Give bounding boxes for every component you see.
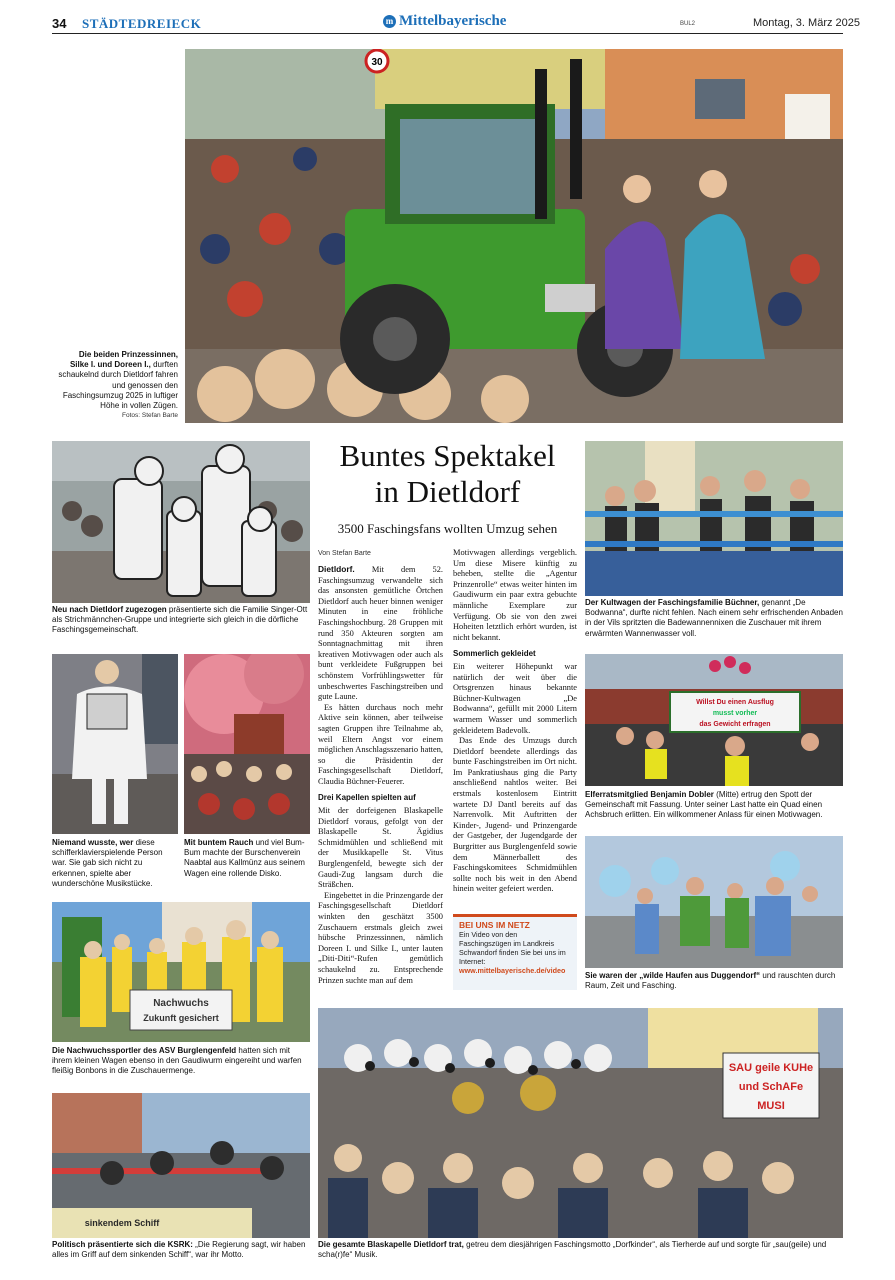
photo-quad-wagon xyxy=(585,654,843,786)
photo-accordion-player xyxy=(52,654,178,834)
photo-brass-band xyxy=(318,1008,843,1238)
photo-asv-kids xyxy=(52,902,310,1042)
caption-band-bold: Die gesamte Blaskapelle Dietldorf trat, xyxy=(318,1240,464,1249)
caption-asv xyxy=(52,1046,310,1077)
article-byline: Von Stefan Barte xyxy=(318,550,371,557)
online-box-title: BEI UNS IM NETZ xyxy=(459,920,530,930)
quad-banner-line1: Willst Du einen Ausflug xyxy=(696,699,774,706)
asv-banner-line1: Nachwuchs xyxy=(153,998,209,1009)
photo-princesses-tractor xyxy=(185,49,843,423)
caption-princesses-bold: Die beiden Prinzessinnen, Silke I. und Doreen I., xyxy=(69,350,178,370)
paragraph-1 xyxy=(318,564,443,703)
caption-quad xyxy=(585,790,843,821)
subheading-2: Sommerlich gekleidet xyxy=(453,649,536,659)
caption-asv-bold: Die Nachwuchssportler des ASV Burglengenfeld xyxy=(52,1046,237,1055)
ksrk-sign: sinkendem Schiff xyxy=(84,1218,160,1228)
paragraph-6: Ein weiterer Höhepunkt war natürlich der weit über die Ortsgrenzen hinaus bekannte Büchner-Kultwagen „De Bodwanna“, gefüllt mit 2000 Litern warmem Wasser und sommerlich gekleidetem Badevolk. xyxy=(453,661,577,735)
paragraph-3: Mit der dorfeigenen Blaskapelle Dietldorf voraus, gefolgt von der Blaskapelle St. Ägidius Schmidmühlen und schließend mit der Musikkapelle St. Vitus Burglengenfeld, bewegte sich der Gaudi-Zug langsam durch die Sträßchen. xyxy=(318,806,443,890)
article-headline xyxy=(316,438,579,510)
caption-princesses xyxy=(58,350,178,421)
band-sign-line2: und SchAFe xyxy=(738,1081,804,1093)
caption-accordion-text: diese schifferklavierspielende Person war. Sie gab sich nicht zu erkennen, spielte aber wunderschöne Musikstücke. xyxy=(52,838,163,888)
caption-family-text: präsentierte sich die Familie Singer-Ott als Strichmännchen-Gruppe und integrierte sich gleich in die dörfliche Faschingsgemeinschaft. xyxy=(52,605,308,635)
edition-code: BUL2 xyxy=(680,21,696,27)
caption-family-bold: Neu nach Dietldorf zugezogen xyxy=(52,605,167,614)
brand-logo-icon: m xyxy=(383,15,396,28)
brand xyxy=(383,13,506,30)
headline-line-2: in Dietldorf xyxy=(374,474,521,509)
caption-band xyxy=(318,1240,843,1260)
paragraph-5: Motivwagen allerdings vergeblich. Um diese Misere künftig zu beheben, stellte die „Agentur Prinzenrolle“ etwas weiter hinten im Gaudiwurm ein paar extra gebuchte männliche Exemplare zur Verfügung. Ob sie von den zwei Hoheiten letztlich erhört wurden, ist nicht bekannt. xyxy=(453,548,577,642)
caption-ksrk-bold: Politisch präsentierte sich die KSRK: xyxy=(52,1240,193,1249)
caption-asv-text: hatten sich mit ihrem kleinen Wagen ebenso in den Gaudiwurm eingereiht und warfen fleißig Bonbons in die Zuschauermenge. xyxy=(52,1046,302,1076)
online-box xyxy=(453,914,577,990)
caption-quad-bold: Elferratsmitglied Benjamin Dobler xyxy=(585,790,714,799)
article-subheadline: 3500 Faschingsfans wollten Umzug sehen xyxy=(337,521,558,536)
caption-duggendorf-text: und rauschten durch Raum, Zeit und Fasching. xyxy=(585,971,836,991)
paragraph-7: Das Ende des Umzugs durch Dietldorf beendete allerdings das bunte Faschingstreiben im Ort nicht. Im Pankratiushaus ging die Party anschließend nahtlos weiter. Bei erstmals kostenlosem Eintritt wartete DJ Dantl bereits auf das Narrenvolk. Mit Auftritten der Kinder-, Jugend- und Prinzengarde der Gastgeber, der Jugendgarde der Burgritter aus Burglengenfeld sowie dem Männerballett des Faschingskomitees Schmidmühlen sollte noch bis weit in den Abend hinein weiter gefeiert werden. xyxy=(453,736,577,894)
page-number: 34 xyxy=(52,16,67,31)
headline-line-1: Buntes Spektakel xyxy=(339,438,556,473)
article-column-2 xyxy=(453,548,577,895)
band-sign-line3: MUSI xyxy=(757,1100,785,1112)
caption-smoke xyxy=(184,838,310,879)
caption-smoke-bold: Mit buntem Rauch xyxy=(184,838,254,847)
photo-family-stickmen xyxy=(52,441,310,603)
caption-ksrk xyxy=(52,1240,310,1260)
photo-smoke-wagon xyxy=(184,654,310,834)
asv-banner-line2: Zukunft gesichert xyxy=(143,1013,219,1023)
photo-bathtub-wagon xyxy=(585,441,843,596)
quad-banner-line3: das Gewicht erfragen xyxy=(699,721,771,728)
photo-duggendorf-group xyxy=(585,836,843,968)
paragraph-2: Es hätten durchaus noch mehr Aktive sein können, aber teilweise sagten Gruppen ihre Teilnahme ab, weil Eltern Angst vor einem möglichen Anschlagsszenario hatten, so die Präsidentin der Faschingsgesellschaft Dietldorf, Claudia Büchner-Feuerer. xyxy=(318,702,443,786)
header-rule xyxy=(52,33,843,34)
section-title: STÄDTEDREIECK xyxy=(82,16,202,31)
paragraph-4: Eingebettet in die Prinzengarde der Faschingsgesellschaft Dietldorf winkten den geschätzt 3500 Zuschauern erstmals gleich zwei hübsche Prinzessinnen, nämlich Doreen I. und Silke I., unter lauten „Diti-Diti“-Rufen gemütlich schaukelnd zu. Entsprechende Prinzen suchte man auf dem xyxy=(318,890,443,985)
band-sign-line1: SAU geile KUHe xyxy=(728,1062,814,1074)
brand-name: Mittelbayerische xyxy=(399,13,507,29)
quad-banner-line2: musst vorher xyxy=(712,710,758,717)
paragraph-1-text: Mit dem 52. Faschingsumzug verwandelte sich das ansonsten gemütliche Örtchen Dietldorf auch heuer binnen weniger Minuten in eine fröhliche Faschingshochburg. 28 Gruppen mit rund 350 Akteuren sorgten am Sonntagnachmittag mit ihren kreativen Motivwagen oder auch als bunt verkleidete Fußgruppen bei schönstem Vorfrühlingswetter für unbeschwertes Faschingstreiben und gute Laune. xyxy=(318,565,443,702)
caption-band-text: getreu dem diesjährigen Faschingsmotto „Dorfkinder“, als Tierherde auf und sorgte für „sau(geile) und scha(r)fe“ Musik. xyxy=(318,1240,827,1260)
caption-ksrk-text: „Die Regierung sagt, wir haben alles im Griff auf dem sinkenden Schiff“, war ihr Motto. xyxy=(52,1240,306,1260)
dateline: Dietldorf. xyxy=(318,564,355,574)
online-box-text: Ein Video von den Faschingszügen im Landkreis Schwandorf finden Sie bei uns im Internet: xyxy=(459,930,566,966)
subheading-1: Drei Kapellen spielten auf xyxy=(318,793,416,803)
caption-duggendorf-bold: Sie waren der „wilde Haufen aus Duggendorf“ xyxy=(585,971,761,980)
caption-bathtub-bold: Der Kultwagen der Faschingsfamilie Büchner, xyxy=(585,598,760,607)
issue-date: Montag, 3. März 2025 xyxy=(753,17,861,29)
caption-princesses-text: durften schaukelnd durch Dietldorf fahren und genossen den Faschingsumzug 2025 in luftiger Höhe in vollen Zügen. xyxy=(58,360,178,411)
caption-accordion-bold: Niemand wusste, wer xyxy=(52,838,134,847)
online-box-link[interactable]: www.mittelbayerische.de/video xyxy=(459,966,566,975)
caption-smoke-text: und viel Bum-Bum machte der Burschenverein Naabtal aus Kallmünz aus seinem Wagen eine rollende Disko. xyxy=(184,838,305,878)
article-column-1 xyxy=(318,564,443,986)
caption-accordion xyxy=(52,838,178,889)
caption-bathtub-text: genannt „De Bodwanna“, durfte nicht fehlen. Nach einem sehr erfrischenden Anbaden in der Vils spritzten die Badewannennixen die Zuschauer mit ihrem erwärmten Wannenwasser voll. xyxy=(585,598,843,638)
speed-limit-sign: 30 xyxy=(371,57,383,68)
photo-credit: Fotos: Stefan Barte xyxy=(121,412,178,420)
caption-duggendorf xyxy=(585,971,843,991)
caption-quad-text: (Mitte) ertrug den Spott der Gemeinschaft mit Fassung. Unter seiner Last hatte ein Quad einen Achsbruch erlitten. Ein willkommener Anlass für einen Motivwagen. xyxy=(585,790,823,820)
caption-bathtub xyxy=(585,598,843,639)
photo-ksrk-ship xyxy=(52,1093,310,1238)
caption-family xyxy=(52,605,310,636)
